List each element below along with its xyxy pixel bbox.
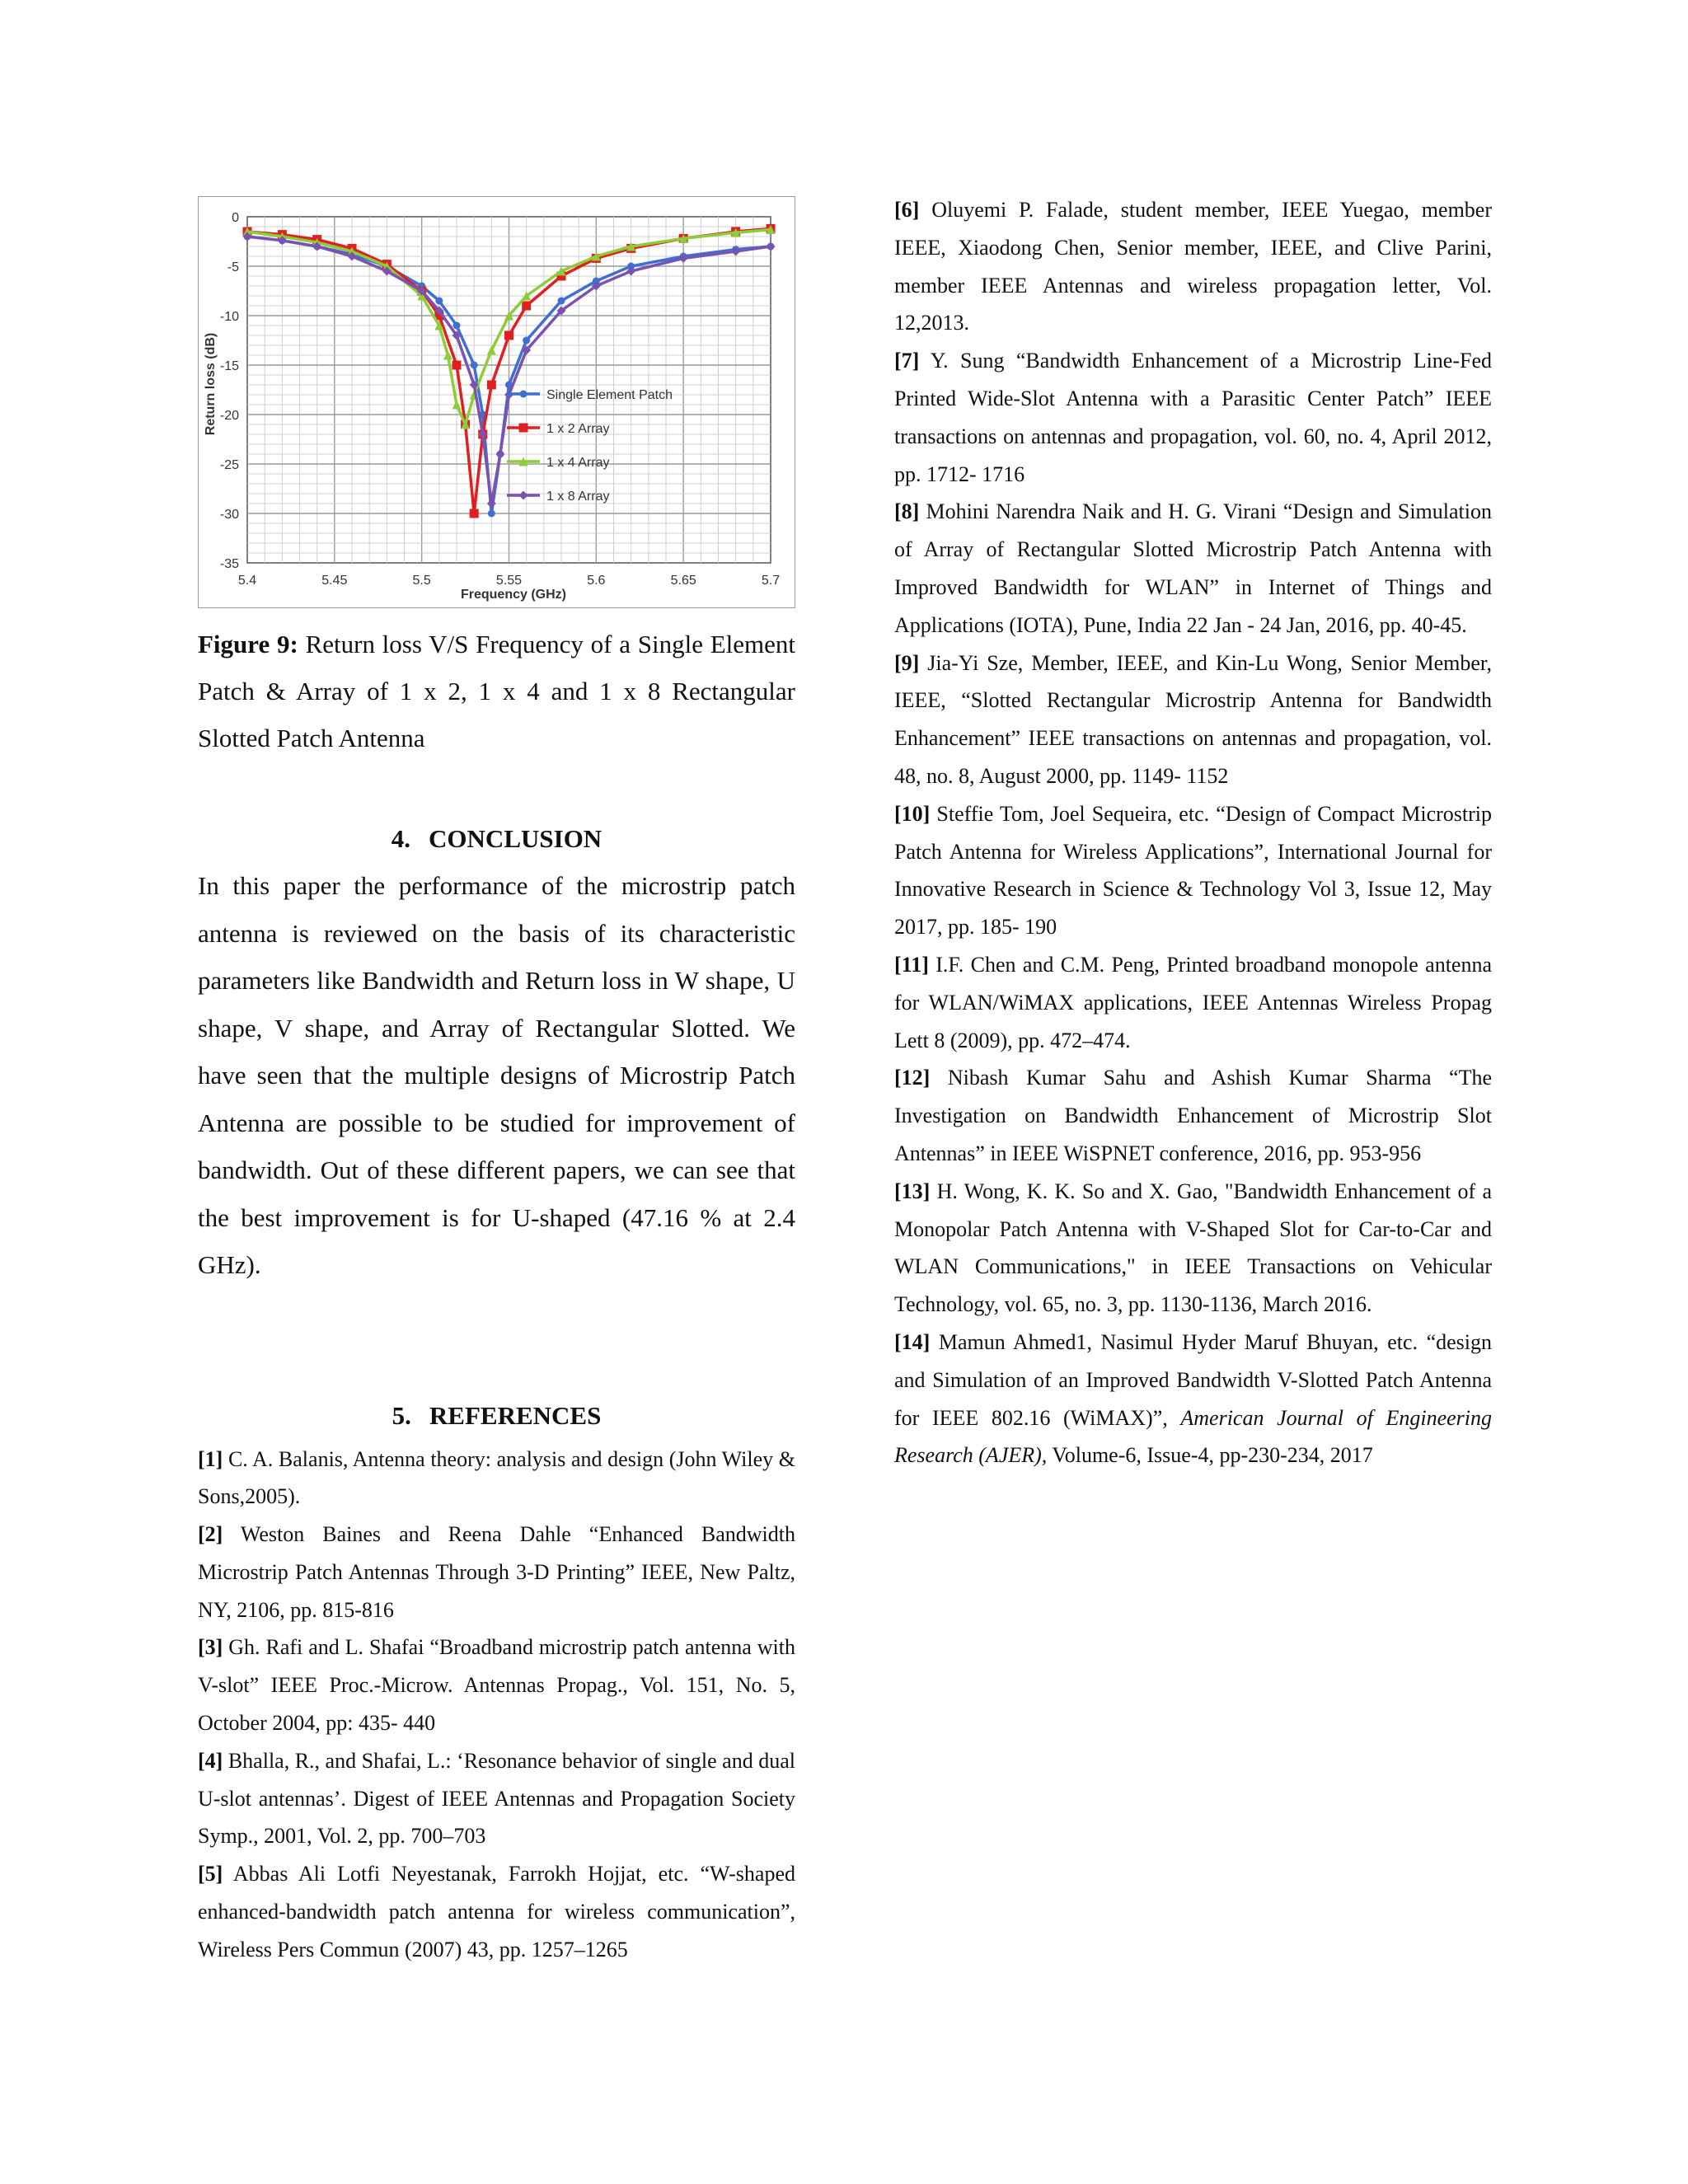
- reference-text: Y. Sung “Bandwidth Enhancement of a Microstrip Line-Fed Printed Wide-Slot Antenna with a Parasitic Center Patch” IEEE transactions on antennas and propagation, vol. 60, no. 4, April 2012, pp. 1712- 1716: [894, 349, 1492, 486]
- x-tick-label: 5.45: [321, 574, 348, 588]
- y-tick-label: -15: [219, 359, 239, 373]
- y-tick-label: -10: [219, 310, 239, 324]
- references-heading: [198, 1392, 795, 1439]
- return-loss-chart: [198, 196, 795, 608]
- reference-text: H. Wong, K. K. So and X. Gao, "Bandwidth Enhancement of a Monopolar Patch Antenna with V-Shaped Slot for Car-to-Car and WLAN Communications," in IEEE Transactions on Vehicular Technology, vol. 65, no. 3, pp. 1130-1136, March 2016.: [894, 1179, 1492, 1317]
- data-point: [558, 298, 565, 305]
- reference-text: Mohini Narendra Naik and H. G. Virani “Design and Simulation of Array of Rectangular Slotted Microstrip Patch Antenna with Improved Bandwidth for WLAN” in Internet of Things and Applications (IOTA), Pune, India 22 Jan - 24 Jan, 2016, pp. 40-45.: [894, 499, 1492, 637]
- reference-number: [9]: [894, 650, 920, 675]
- reference-item: [198, 1629, 795, 1741]
- reference-item: [894, 1324, 1492, 1474]
- reference-text: Bhalla, R., and Shafai, L.: ‘Resonance behavior of single and dual U-slot antennas’. Digest of IEEE Antennas and Propagation Society Symp., 2001, Vol. 2, pp. 700–703: [198, 1748, 795, 1849]
- reference-item: [894, 342, 1492, 493]
- reference-number: [8]: [894, 499, 920, 524]
- conclusion-title: CONCLUSION: [429, 824, 603, 853]
- figure-label: Figure 9:: [198, 630, 298, 658]
- reference-number: [7]: [894, 349, 920, 373]
- y-tick-label: -25: [219, 458, 239, 472]
- reference-text: I.F. Chen and C.M. Peng, Printed broadband monopole antenna for WLAN/WiMAX applications, IEEE Antennas Wireless Propag Lett 8 (2009), pp. 472–474.: [894, 952, 1492, 1052]
- reference-number: [1]: [198, 1446, 223, 1471]
- figure-caption-text: Return loss V/S Frequency of a Single Element Patch & Array of 1 x 2, 1 x 4 and 1 x 8 Rectangular Slotted Patch Antenna: [198, 630, 795, 752]
- reference-item: [198, 1516, 795, 1629]
- conclusion-heading: [198, 815, 795, 862]
- data-point: [522, 302, 531, 311]
- x-axis-label: Frequency (GHz): [460, 588, 567, 602]
- reference-number: [10]: [894, 801, 931, 826]
- data-point: [470, 509, 479, 518]
- reference-item: [894, 1059, 1492, 1172]
- reference-number: [14]: [894, 1329, 931, 1354]
- y-tick-label: -35: [219, 557, 239, 571]
- reference-item: [894, 795, 1492, 946]
- reference-item: [894, 493, 1492, 644]
- reference-number: [5]: [198, 1862, 223, 1886]
- reference-item: [198, 1742, 795, 1855]
- reference-text: C. A. Balanis, Antenna theory: analysis and design (John Wiley & Sons,2005).: [198, 1446, 795, 1509]
- right-column: [894, 191, 1492, 1474]
- reference-number: [11]: [894, 952, 929, 977]
- data-point: [488, 510, 495, 518]
- reference-journal: American Journal of Engineering Research (AJER),: [894, 1405, 1492, 1468]
- references-title: REFERENCES: [429, 1400, 602, 1430]
- reference-number: [4]: [198, 1748, 223, 1773]
- reference-number: [3]: [198, 1635, 223, 1660]
- left-column: [198, 196, 795, 1969]
- x-tick-label: 5.65: [670, 574, 696, 588]
- figure-9-chart: [198, 196, 795, 608]
- conclusion-text: In this paper the performance of the microstrip patch antenna is reviewed on the basis of its characteristic parameters like Bandwidth and Return loss in W shape, U shape, V shape, and Array of Rectangular Slotted. We have seen that the multiple designs of Microstrip Patch Antenna are possible to be studied for improvement of bandwidth. Out of these different papers, we can see that the best improvement is for U-shaped (47.16 % at 2.4 GHz).: [198, 871, 795, 1279]
- reference-item: [894, 644, 1492, 795]
- y-tick-label: 0: [232, 211, 239, 225]
- legend-label: Single Element Patch: [546, 388, 673, 402]
- reference-number: [2]: [198, 1522, 223, 1547]
- reference-tail: Volume-6, Issue-4, pp-230-234, 2017: [1047, 1443, 1373, 1468]
- data-point: [452, 361, 462, 370]
- conclusion-number: 4.: [391, 824, 411, 853]
- reference-text: Steffie Tom, Joel Sequeira, etc. “Design of Compact Microstrip Patch Antenna for Wireless Applications”, International Journal for Innovative Research in Science & Technology Vol 3, Issue 12, May 2017, pp. 185- 190: [894, 801, 1492, 940]
- data-point: [453, 322, 461, 330]
- reference-item: [894, 946, 1492, 1059]
- y-tick-label: -20: [219, 409, 239, 423]
- y-axis-label: Return loss (dB): [204, 332, 218, 436]
- legend-label: 1 x 2 Array: [546, 422, 610, 436]
- y-tick-label: -30: [219, 508, 239, 522]
- figure-caption: [198, 621, 795, 762]
- legend-label: 1 x 4 Array: [546, 456, 610, 470]
- y-tick-label: -5: [227, 260, 239, 274]
- data-point: [435, 298, 443, 305]
- reference-item: [894, 1173, 1492, 1324]
- reference-text: Weston Baines and Reena Dahle “Enhanced Bandwidth Microstrip Patch Antennas Through 3-D Printing” IEEE, New Paltz, NY, 2106, pp. 815-816: [198, 1522, 795, 1622]
- reference-item: [198, 1855, 795, 1968]
- reference-text: Oluyemi P. Falade, student member, IEEE Yuegao, member IEEE, Xiaodong Chen, Senior member, IEEE, and Clive Parini, member IEEE Antennas and wireless propagation letter, Vol. 12,2013.: [894, 198, 1492, 335]
- reference-text: Abbas Ali Lotfi Neyestanak, Farrokh Hojjat, etc. “W-shaped enhanced-bandwidth patch antenna for wireless communication”, Wireless Pers Commun (2007) 43, pp. 1257–1265: [198, 1862, 795, 1961]
- data-point: [504, 331, 513, 340]
- x-tick-label: 5.55: [495, 574, 523, 588]
- legend-label: 1 x 8 Array: [546, 490, 610, 504]
- reference-number: [6]: [894, 198, 920, 222]
- x-tick-label: 5.4: [237, 574, 257, 588]
- references-number: 5.: [392, 1400, 411, 1430]
- legend-marker: [520, 391, 528, 398]
- legend-marker: [519, 424, 528, 433]
- reference-number: [12]: [894, 1066, 931, 1090]
- x-tick-label: 5.7: [761, 574, 781, 588]
- reference-text: Jia-Yi Sze, Member, IEEE, and Kin-Lu Wong, Senior Member, IEEE, “Slotted Rectangular Microstrip Antenna for Bandwidth Enhancement” IEEE transactions on antennas and propagation, vol. 48, no. 8, August 2000, pp. 1149- 1152: [894, 650, 1492, 788]
- reference-item: [894, 191, 1492, 342]
- x-tick-label: 5.5: [412, 574, 431, 588]
- data-point: [487, 381, 496, 390]
- reference-text: Mamun Ahmed1, Nasimul Hyder Maruf Bhuyan, etc. “design and Simulation of an Improved Bandwidth V-Slotted Patch Antenna for IEEE 802.16 (WiMAX)”,: [894, 1329, 1492, 1430]
- reference-number: [13]: [894, 1179, 931, 1203]
- reference-item: [198, 1441, 795, 1516]
- data-point: [523, 337, 530, 344]
- data-point: [471, 362, 478, 369]
- reference-text: Nibash Kumar Sahu and Ashish Kumar Sharma “The Investigation on Bandwidth Enhancement of Microstrip Slot Antennas” in IEEE WiSPNET conference, 2016, pp. 953-956: [894, 1066, 1492, 1165]
- reference-text: Gh. Rafi and L. Shafai “Broadband microstrip patch antenna with V-slot” IEEE Proc.-Microw. Antennas Propag., Vol. 151, No. 5, October 2004, pp: 435- 440: [198, 1635, 795, 1736]
- x-tick-label: 5.6: [587, 574, 606, 588]
